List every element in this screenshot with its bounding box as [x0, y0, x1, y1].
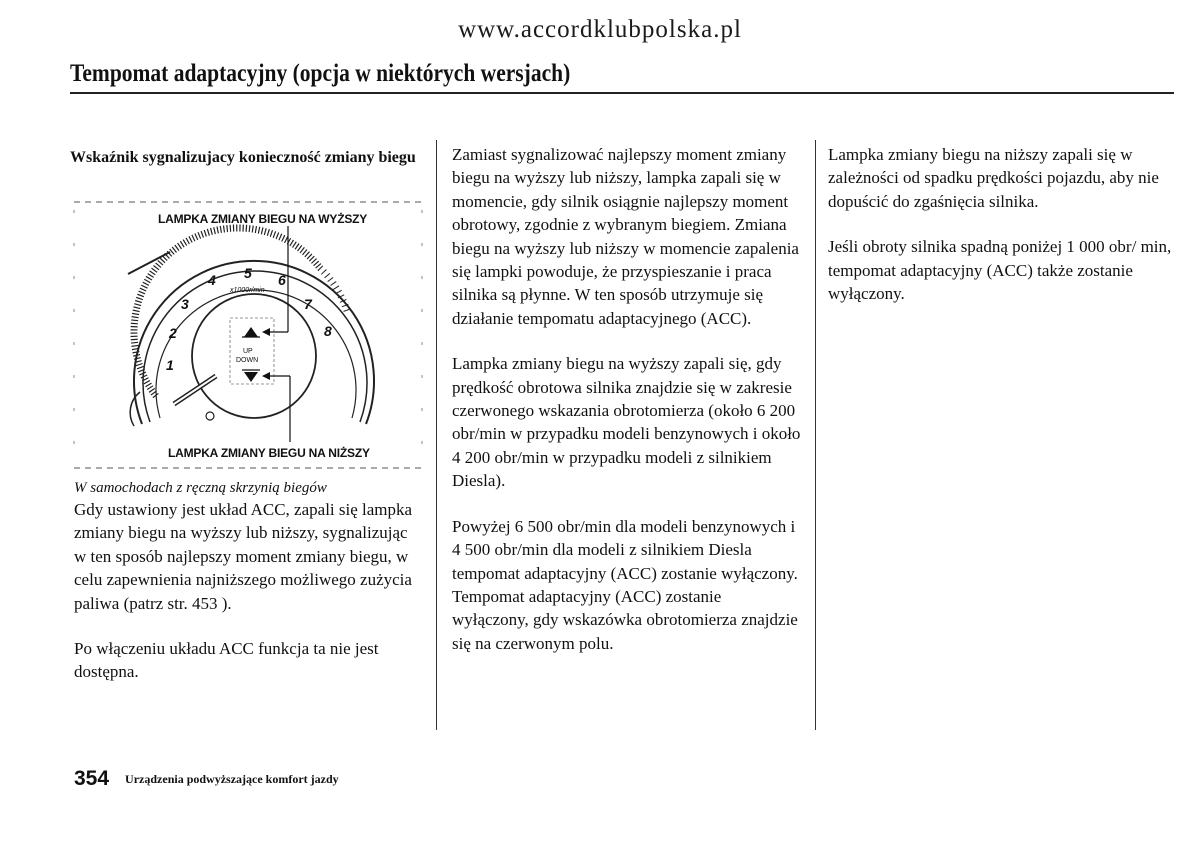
gauge-num-4: 4 — [208, 272, 216, 288]
paragraph: Powyżej 6 500 obr/min dla modeli benzynowych i 4 500 obr/min dla modeli z silnikiem Diesla tempomat adaptacyjny (ACC) zostanie wyłączony. Tempomat adaptacyjny (ACC) zostanie wyłączony, gdy wskazówka obrotomierza znajdzie się na czerwonym polu. — [452, 516, 798, 653]
paragraph: Lampka zmiany biegu na wyższy zapali się, gdy prędkość obrotowa silnika znajdzie się w zakresie czerwonego wskazania obrotomierza (około 6 200 obr/min w przypadku modeli benzynowych i około 4 200 obr/min w przypadku modeli z silnikiem Diesla). — [452, 354, 801, 491]
paragraph: Jeśli obroty silnika spadną poniżej 1 000 obr/ min, tempomat adaptacyjny (ACC) także zostanie wyłączony. — [828, 237, 1172, 304]
indicator-up-label: UP — [243, 348, 253, 355]
column-3 — [828, 143, 1178, 327]
paragraph: Gdy ustawiony jest układ ACC, zapali się lampka zmiany biegu na wyższy lub niższy, sygnalizując w ten sposób najlepszy moment zmiany biegu, w celu zapewnienia najniższego możliwego zużycia paliwa (patrz str. 453 ). — [74, 500, 413, 613]
paragraph: Lampka zmiany biegu na niższy zapali się w zależności od spadku prędkości pojazdu, aby nie dopuścić do zgaśnięcia silnika. — [828, 145, 1159, 211]
page-number: 354 — [74, 767, 110, 790]
gauge-num-6: 6 — [278, 272, 286, 288]
section-subheading: Wskaźnik sygnalizujacy konieczność zmiany biegu — [70, 149, 416, 166]
paragraph: Po włączeniu układu ACC funkcja ta nie jest dostępna. — [74, 639, 379, 682]
column-separator — [436, 140, 437, 730]
gauge-num-3: 3 — [181, 296, 189, 312]
gauge-num-5: 5 — [244, 265, 252, 281]
footer-section-title: Urządzenia podwyższające komfort jazdy — [125, 771, 339, 786]
watermark-url: www.accordklubpolska.pl — [458, 16, 742, 43]
gauge-unit: x1000r/min — [230, 287, 265, 294]
downshift-lamp-label: LAMPKA ZMIANY BIEGU NA NIŻSZY — [168, 446, 370, 460]
page-footer — [74, 767, 339, 791]
tachometer-illustration — [70, 196, 426, 472]
page-title: Tempomat adaptacyjny (opcja w niektórych wersjach) — [70, 60, 571, 87]
gauge-num-1: 1 — [166, 357, 174, 373]
column-separator — [815, 140, 816, 730]
upshift-lamp-label: LAMPKA ZMIANY BIEGU NA WYŻSZY — [158, 212, 368, 226]
column-1 — [74, 478, 424, 706]
gauge-num-7: 7 — [304, 296, 312, 312]
paragraph: Zamiast sygnalizować najlepszy moment zmiany biegu na wyższy lub niższy, lampka zapali się w momencie, gdy silnik osiągnie najlepszy moment obrotowy, zgodnie z wybranym biegiem. Zmiana biegu na wyższy lub niższy w momencie zapalenia się lampki powoduje, że przyspieszanie i praca silnika są płynne. W ten sposób utrzymuje się działanie tempomatu adaptacyjnego (ACC). — [452, 145, 799, 328]
figure-caption: W samochodach z ręczną skrzynią biegów — [74, 480, 327, 496]
indicator-down-label: DOWN — [236, 357, 259, 364]
title-rule — [70, 92, 1174, 94]
tachometer-figure — [70, 196, 426, 472]
column-2 — [452, 143, 802, 677]
gauge-num-8: 8 — [324, 323, 332, 339]
gauge-num-2: 2 — [169, 325, 177, 341]
